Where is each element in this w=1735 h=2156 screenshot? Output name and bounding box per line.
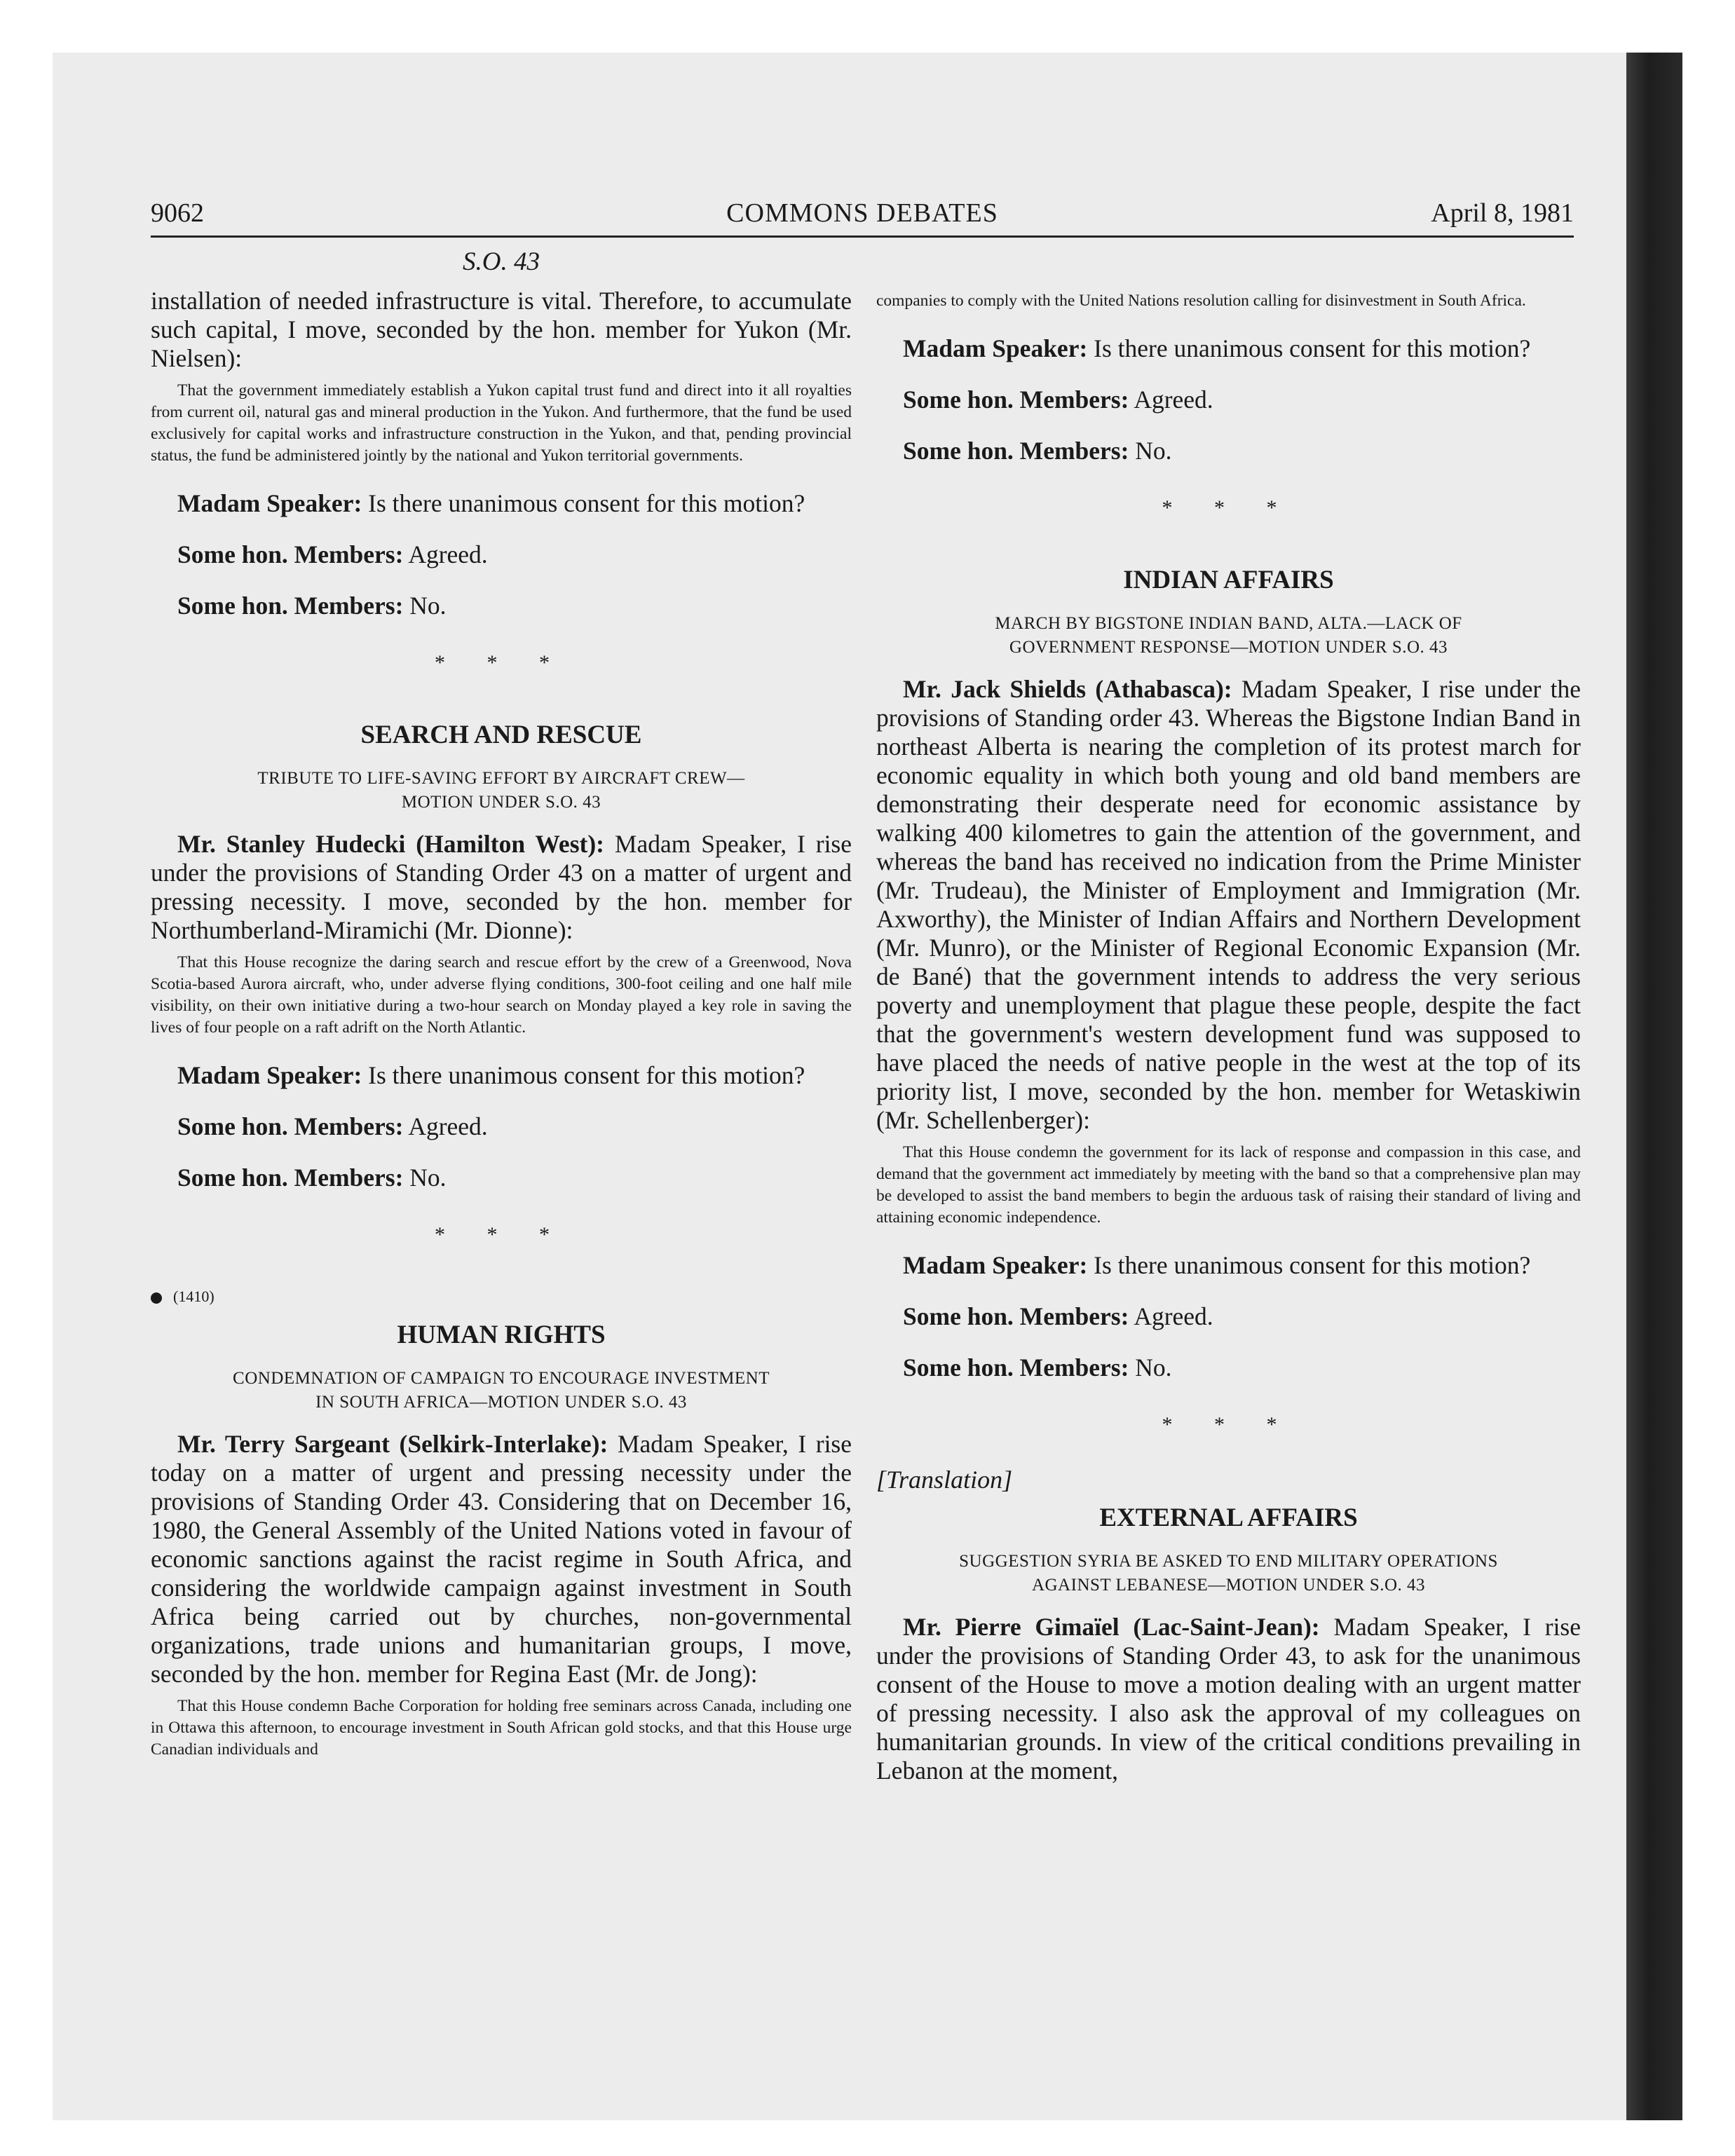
page-number: 9062 xyxy=(151,198,204,228)
section-separator: * * * xyxy=(435,1223,568,1246)
section-subheading xyxy=(151,767,852,814)
speech-text: No. xyxy=(403,1164,447,1192)
speaker-line xyxy=(151,1061,852,1090)
speech-text: No. xyxy=(1129,1353,1172,1381)
speaker-line xyxy=(151,1112,852,1141)
speaker-line xyxy=(151,1164,852,1192)
paragraph-intro: installation of needed infrastructure is vital. Therefore, to accumulate such capital, I move, seconded by the hon. member for Yukon (Mr. Nielsen): xyxy=(151,287,852,372)
speech-text: Is there unanimous consent for this motion? xyxy=(1087,1251,1531,1279)
subheading-line: CONDEMNATION OF CAMPAIGN TO ENCOURAGE INVESTMENT xyxy=(233,1369,770,1388)
translation-note: [Translation] xyxy=(876,1466,1013,1494)
speaker-line xyxy=(876,1613,1581,1785)
publication-title: COMMONS DEBATES xyxy=(726,198,998,228)
subheading-line: SUGGESTION SYRIA BE ASKED TO END MILITARY OPERATIONS xyxy=(959,1552,1498,1571)
bullet-icon xyxy=(151,1292,162,1304)
speaker-line xyxy=(876,437,1581,465)
speech-text: Agreed. xyxy=(403,1112,488,1140)
speaker-line xyxy=(876,386,1581,414)
section-separator: * * * xyxy=(435,651,568,674)
section-separator: * * * xyxy=(1162,496,1295,519)
motion-indian-affairs: That this House condemn the government for its lack of response and compassion in this case, and demand that the government act immediately by meeting with the band so that a comprehensive plan may be developed to assist the band members to begin the arduous task of raising their standard of living and attaining economic independence. xyxy=(876,1143,1581,1227)
speaker-name: Some hon. Members: xyxy=(903,386,1129,414)
left-column xyxy=(151,247,852,1761)
speaker-line xyxy=(151,830,852,945)
binding-edge xyxy=(1626,53,1682,2120)
speaker-name: Madam Speaker: xyxy=(177,489,362,517)
section-subheading xyxy=(151,1367,852,1414)
speaker-line xyxy=(876,675,1581,1135)
speaker-line xyxy=(876,1353,1581,1382)
speaker-name: Some hon. Members: xyxy=(903,1302,1129,1330)
subheading-line: TRIBUTE TO LIFE-SAVING EFFORT BY AIRCRAFT CREW— xyxy=(257,769,745,788)
section-separator: * * * xyxy=(1162,1413,1295,1436)
motion-human-rights: That this House condemn Bache Corporation for holding free seminars across Canada, including one in Ottawa this afternoon, to encourage investment in South African gold stocks, and that this House urge Canadian individuals and xyxy=(151,1697,852,1759)
subheading-line: MARCH BY BIGSTONE INDIAN BAND, ALTA.—LACK OF xyxy=(995,614,1462,633)
speech-text: Madam Speaker, I rise under the provisions of Standing order 43. Whereas the Bigstone Indian Band in northeast Alberta is nearing the completion of its protest march for economic equality in which both young and old band members are demonstrating their desperate need for economic assistance by walking 400 kilometres to gain the attention of the government, and whereas the band has received no indication from the Prime Minister (Mr. Trudeau), the Minister of Employment and Immigration (Mr. Axworthy), the Minister of Indian Affairs and Northern Development (Mr. Munro), or the Minister of Regional Economic Expansion (Mr. de Bané) that the government intends to address the very serious poverty and unemployment that plague these people, despite the fact that the government's western development fund was supposed to have placed the needs of native people in the west at the top of its priority list, I move, seconded by the hon. member for Wetaskiwin (Mr. Schellenberger): xyxy=(876,675,1581,1134)
speaker-line xyxy=(876,1251,1581,1280)
speech-text: Agreed. xyxy=(403,540,488,568)
speaker-name: Mr. Pierre Gimaïel (Lac-Saint-Jean): xyxy=(903,1613,1320,1641)
page-header xyxy=(151,198,1574,238)
motion-search-rescue: That this House recognize the daring search and rescue effort by the crew of a Greenwood, Nova Scotia-based Aurora aircraft, who, under adverse flying conditions, 300-foot ceiling and one half mile visibility, on their own initiative during a two-hour search on Monday played a key role in saving the lives of four people on a raft adrift on the North Atlantic. xyxy=(151,953,852,1037)
speaker-line xyxy=(151,1430,852,1688)
speech-text: Is there unanimous consent for this motion? xyxy=(362,489,805,517)
speech-text: No. xyxy=(403,592,447,620)
section-heading-external-affairs: EXTERNAL AFFAIRS xyxy=(1099,1503,1358,1532)
subheading-line: IN SOUTH AFRICA—MOTION UNDER S.O. 43 xyxy=(315,1393,687,1412)
section-heading-search-rescue: SEARCH AND RESCUE xyxy=(360,721,642,749)
time-marker xyxy=(151,1288,852,1306)
subheading-line: AGAINST LEBANESE—MOTION UNDER S.O. 43 xyxy=(1031,1576,1426,1595)
speaker-line xyxy=(151,489,852,518)
speaker-name: Some hon. Members: xyxy=(177,1164,404,1192)
speaker-name: Madam Speaker: xyxy=(177,1061,362,1089)
subheading-line: MOTION UNDER S.O. 43 xyxy=(401,793,601,812)
speaker-line xyxy=(876,334,1581,363)
section-subheading xyxy=(876,1550,1581,1597)
speaker-name: Madam Speaker: xyxy=(903,334,1088,362)
speech-text: No. xyxy=(1129,437,1172,465)
section-heading-indian-affairs: INDIAN AFFAIRS xyxy=(1123,566,1334,594)
speech-text: Madam Speaker, I rise under the provisions of Standing Order 43 on a matter of urgent and pressing necessity. I move, seconded by the hon. member for Northumberland-Miramichi (Mr. Dionne): xyxy=(151,830,852,944)
speaker-line xyxy=(151,540,852,569)
speaker-name: Mr. Stanley Hudecki (Hamilton West): xyxy=(177,830,604,858)
speaker-name: Some hon. Members: xyxy=(177,1112,404,1140)
time-marker-text: (1410) xyxy=(173,1288,215,1305)
speaker-line xyxy=(876,1302,1581,1331)
page-date: April 8, 1981 xyxy=(1431,198,1574,228)
speaker-name: Madam Speaker: xyxy=(903,1251,1088,1279)
speech-text: Madam Speaker, I rise today on a matter of urgent and pressing necessity under the provisions of Standing Order 43. Considering that on December 16, 1980, the General Assembly of the United Nations voted in favour of economic sanctions against the racist regime in South Africa, and considering the worldwide campaign against investment in South Africa being carried out by churches, non-governmental organizations, trade unions and humanitarian groups, I move, seconded by the hon. member for Regina East (Mr. de Jong): xyxy=(151,1430,852,1688)
speaker-name: Some hon. Members: xyxy=(177,540,404,568)
speech-text: Is there unanimous consent for this motion? xyxy=(362,1061,805,1089)
speech-text: Agreed. xyxy=(1129,386,1213,414)
right-column xyxy=(876,247,1581,1785)
subheading-line: GOVERNMENT RESPONSE—MOTION UNDER S.O. 43 xyxy=(1009,638,1448,657)
speaker-name: Some hon. Members: xyxy=(903,437,1129,465)
speaker-name: Mr. Jack Shields (Athabasca): xyxy=(903,675,1232,703)
speech-text: Agreed. xyxy=(1129,1302,1213,1330)
section-subheading xyxy=(876,612,1581,660)
speech-text: Is there unanimous consent for this motion? xyxy=(1087,334,1531,362)
motion-yukon: That the government immediately establish a Yukon capital trust fund and direct into it all royalties from current oil, natural gas and mineral production in the Yukon. And furthermore, that the fund be used exclusively for capital works and infrastructure construction in the Yukon, and that, pending provincial status, the fund be administered jointly by the national and Yukon territorial governments. xyxy=(151,381,852,465)
motion-continuation: companies to comply with the United Nations resolution calling for disinvestment in South Africa. xyxy=(876,292,1526,310)
speaker-line xyxy=(151,592,852,620)
so-label: S.O. 43 xyxy=(463,247,540,276)
speaker-name: Some hon. Members: xyxy=(177,592,404,620)
section-heading-human-rights: HUMAN RIGHTS xyxy=(397,1321,606,1349)
speaker-name: Mr. Terry Sargeant (Selkirk-Interlake): xyxy=(177,1430,608,1458)
speaker-name: Some hon. Members: xyxy=(903,1353,1129,1381)
speech-text: Madam Speaker, I rise under the provisions of Standing Order 43, to ask for the unanimous consent of the House to move a motion dealing with an urgent matter of pressing necessity. I also ask the approval of my colleagues on humanitarian grounds. In view of the critical conditions prevailing in Lebanon at the moment, xyxy=(876,1613,1581,1785)
